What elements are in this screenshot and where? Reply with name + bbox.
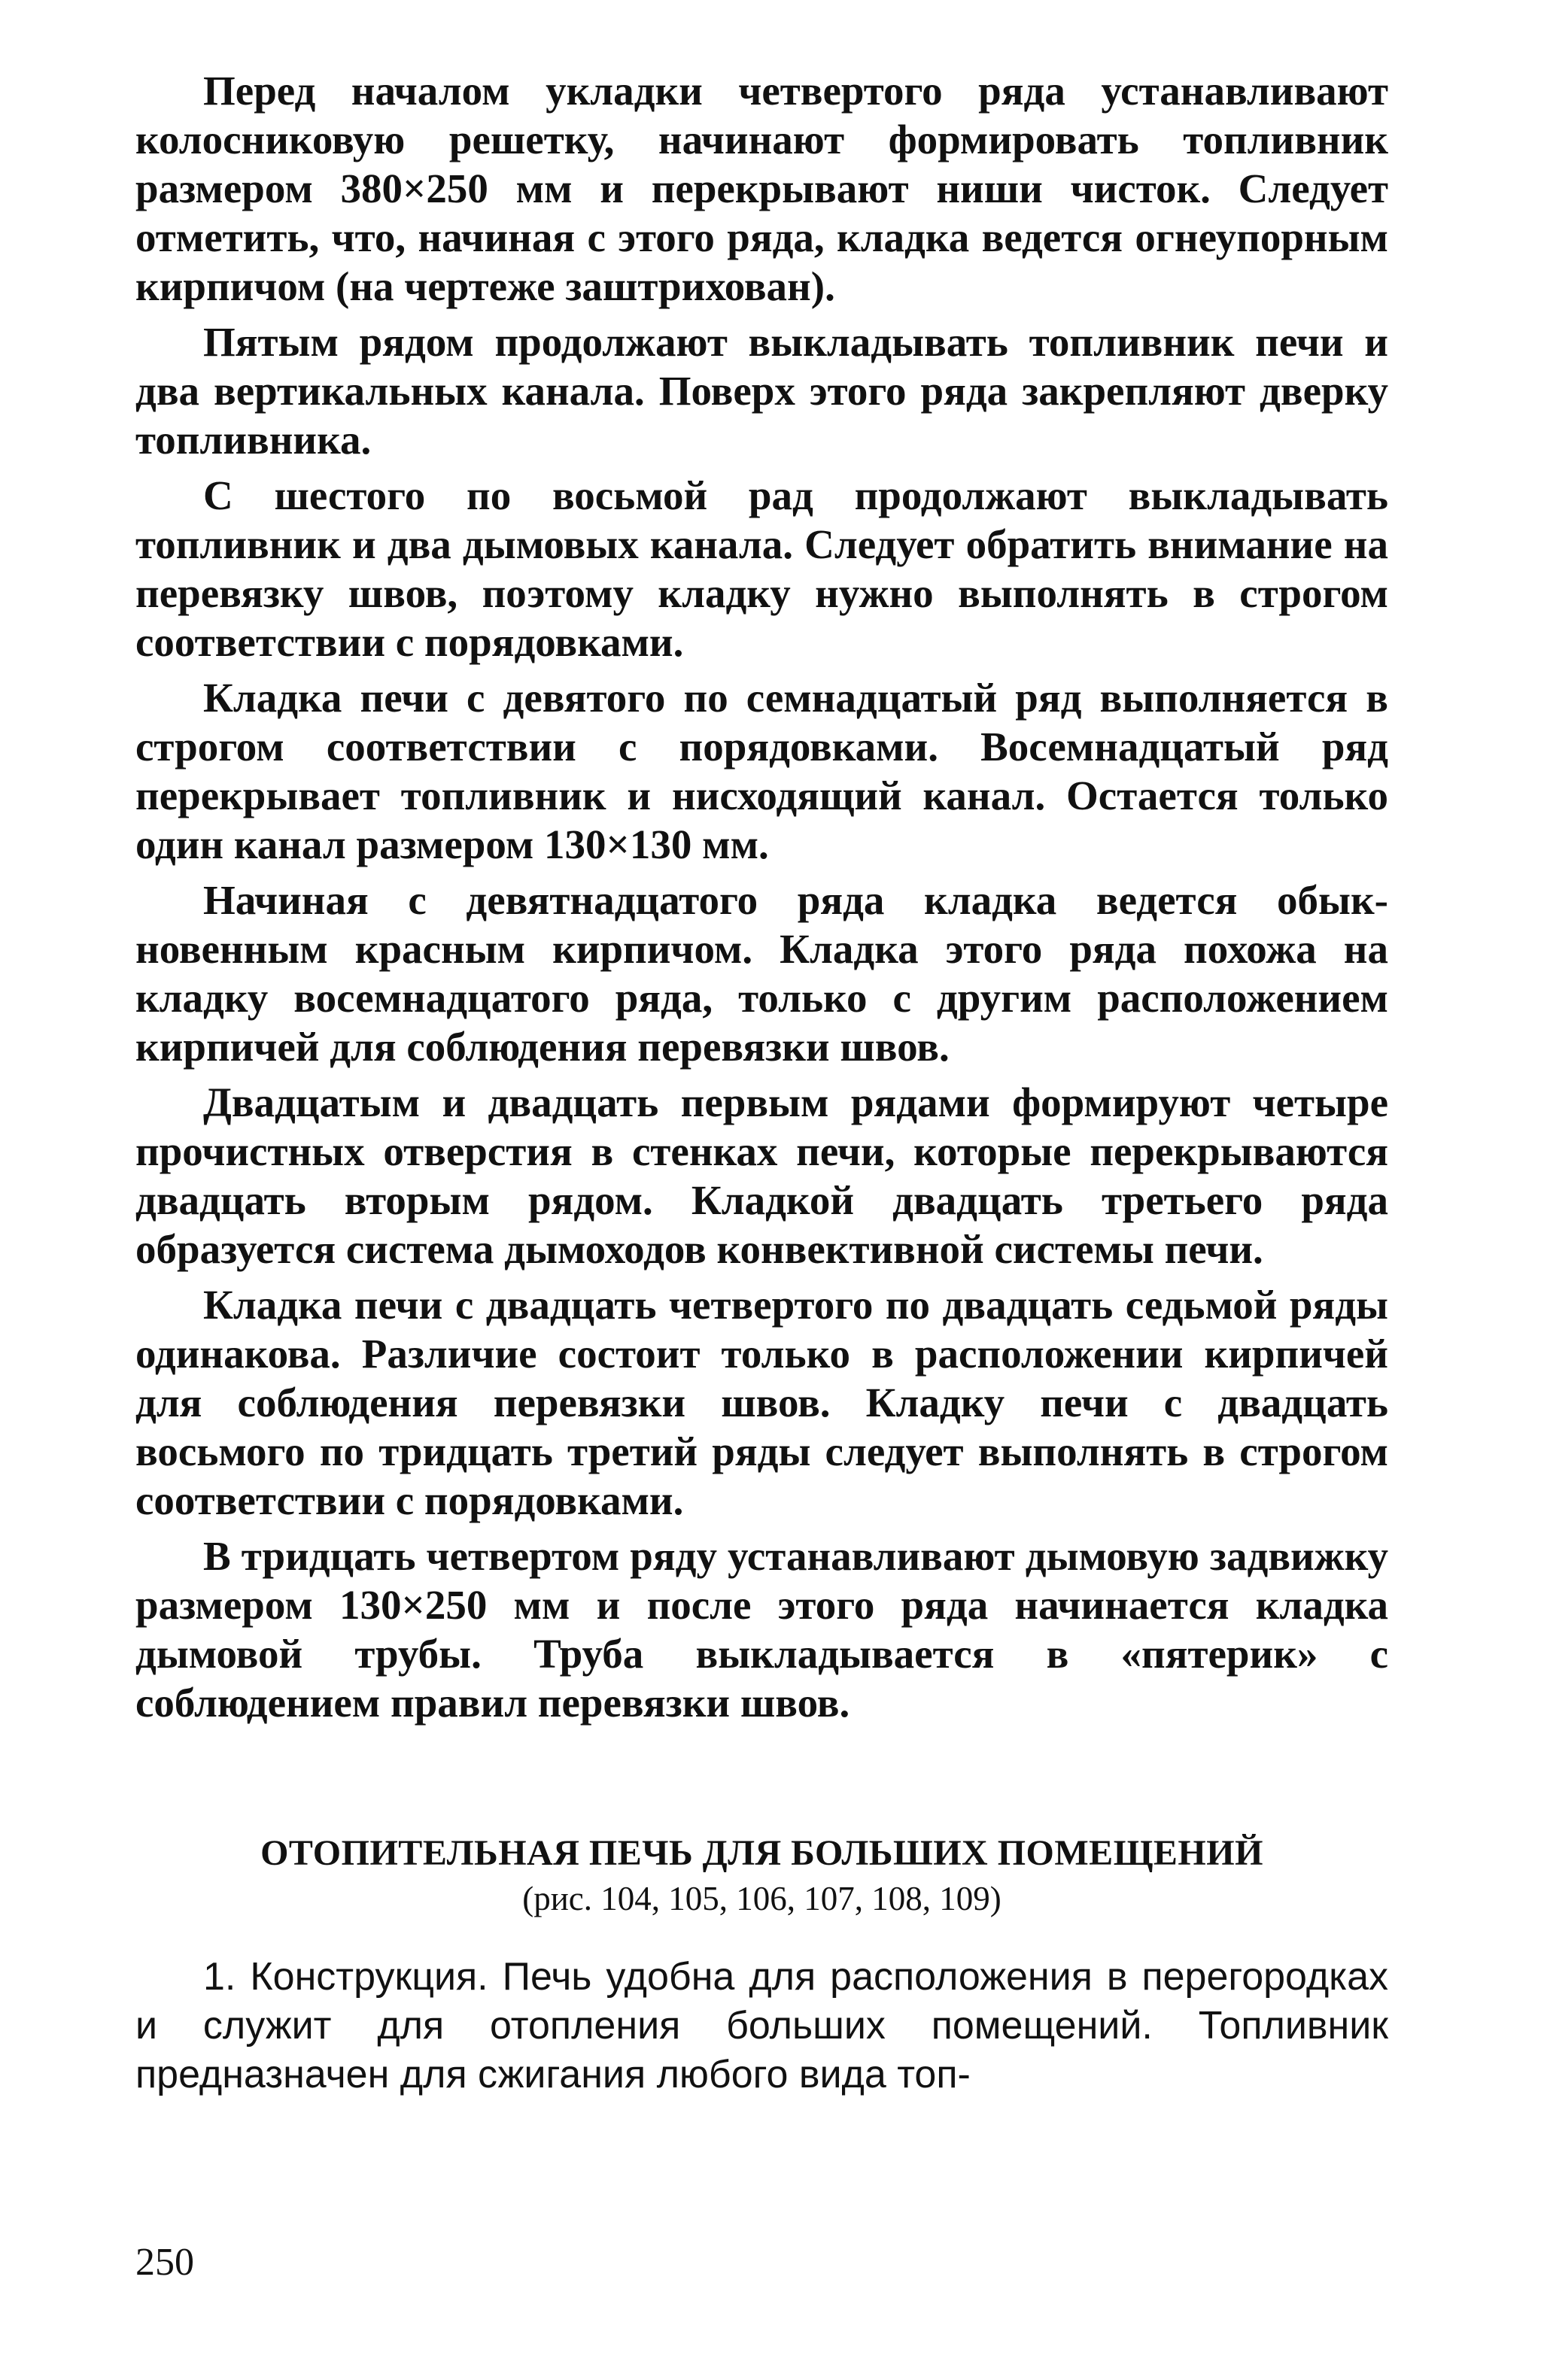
- paragraph: Перед началом укладки четвертого ряда устанавливают колосниковую решетку, начинают формировать топливник размером 380×250 мм и перекрывают ниши чисток. Следует отметить, что, начиная с этого ряда, кладка ведется огнеупорным кирпичом (на чертеже заштрихован).: [135, 68, 1388, 309]
- paragraph: Двадцатым и двадцать первым рядами формируют четыре прочистных отверстия в стенках печи, которые перекрываются двадцать вторым рядом. Кладкой двадцать третьего ряда образуется система дымоходов конвективной системы печи.: [135, 1079, 1388, 1272]
- page-content: [135, 66, 1388, 2099]
- page-number: 250: [135, 2241, 194, 2284]
- paragraph: С шестого по восьмой рад продолжают выкладывать топливник и два дымовых канала. Следует обратить внимание на перевязку швов, поэтому кладку нужно выполнять в строгом соответствии с порядовками.: [135, 472, 1388, 665]
- paragraph: В тридцать четвертом ряду устанавливают дымовую задвижку размером 130×250 мм и после этого ряда начинается кладка дымовой трубы. Труба выкладывается в «пятерик» с соблюдением правил перевязки швов.: [135, 1533, 1388, 1726]
- section-title: ОТОПИТЕЛЬНАЯ ПЕЧЬ ДЛЯ БОЛЬШИХ ПОМЕЩЕНИЙ: [260, 1833, 1263, 1873]
- figure-references: (рис. 104, 105, 106, 107, 108, 109): [522, 1880, 1001, 1917]
- construction-section: [135, 1953, 1388, 2099]
- paragraph: Кладка печи с двадцать четвертого по двадцать седьмой ряды одинакова. Различие состоит только в расположении кирпичей для соблюдения перевязки швов. Кладку печи с двадцать восьмого по тридцать третий ряды следует выполнять в строгом соответствии с порядовками.: [135, 1282, 1388, 1523]
- body-text: [135, 66, 1388, 1727]
- paragraph: Пятым рядом продолжают выкладывать топливник печи и два вертикальных канала. Поверх этого ряда закрепляют дверку топливника.: [135, 319, 1388, 463]
- paragraph: Кладка печи с девятого по семнадцатый ряд выполняется в строгом соответствии с порядовками. Восемнадцатый ряд перекрывает топливник и нисходящий канал. Остается только один канал размером 130×130 мм.: [135, 675, 1388, 867]
- construction-paragraph: 1. Конструкция. Печь удобна для расположения в перегородках и служит для отопления больших помещений. Топливник предназначен для сжигания любого вида топ-: [135, 1955, 1388, 2096]
- paragraph: Начиная с девятнадцатого ряда кладка ведется обыкновенным красным кирпичом. Кладка этого ряда похожа на кладку восемнадцатого ряда, только с другим расположением кирпичей для соблюдения перевязки швов.: [135, 877, 1388, 1070]
